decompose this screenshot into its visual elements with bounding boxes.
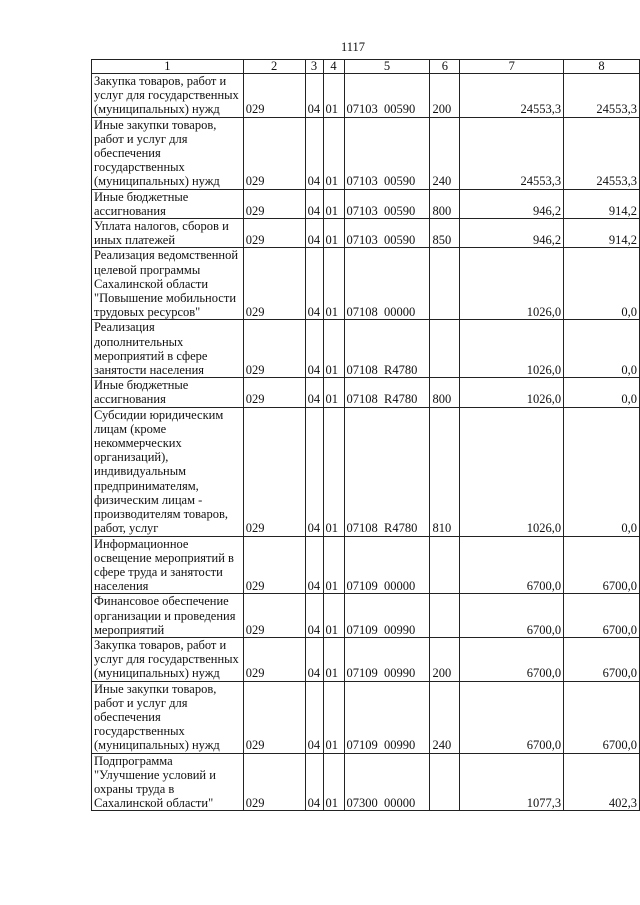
row-name-cell: Иные бюджетные ассигнования — [92, 189, 244, 218]
section-cell: 04 — [305, 407, 323, 536]
header-cell: 4 — [323, 60, 344, 74]
table-row — [92, 74, 640, 118]
amount-cell: 6700,0 — [460, 594, 564, 638]
expense-type-cell: 810 — [430, 407, 460, 536]
amount-cell: 1026,0 — [460, 378, 564, 407]
expense-type-cell — [430, 536, 460, 594]
ministry-code-cell: 029 — [243, 74, 305, 118]
row-name-cell: Реализация дополнительных мероприятий в сфере занятости населения — [92, 320, 244, 378]
ministry-code-cell: 029 — [243, 681, 305, 753]
header-cell: 3 — [305, 60, 323, 74]
table-row — [92, 117, 640, 189]
row-name-cell: Подпрограмма "Улучшение условий и охраны труда в Сахалинской области" — [92, 753, 244, 811]
subsection-cell: 01 — [323, 248, 344, 320]
expense-type-cell — [430, 248, 460, 320]
expense-type-cell: 800 — [430, 378, 460, 407]
row-name-cell: Реализация ведомственной целевой программы Сахалинской области "Повышение мобильности трудовых ресурсов" — [92, 248, 244, 320]
section-cell: 04 — [305, 117, 323, 189]
target-article-cell: 07108 R4780 — [344, 320, 430, 378]
target-article-cell: 07109 00990 — [344, 594, 430, 638]
expense-type-cell: 200 — [430, 74, 460, 118]
target-article-cell: 07103 00590 — [344, 117, 430, 189]
subsection-cell: 01 — [323, 320, 344, 378]
ministry-code-cell: 029 — [243, 536, 305, 594]
row-name-cell: Иные закупки товаров, работ и услуг для обеспечения государственных (муниципальных) нужд — [92, 681, 244, 753]
target-article-cell: 07103 00590 — [344, 219, 430, 248]
subsection-cell: 01 — [323, 117, 344, 189]
row-name-cell: Иные закупки товаров, работ и услуг для обеспечения государственных (муниципальных) нужд — [92, 117, 244, 189]
subsection-cell: 01 — [323, 407, 344, 536]
amount-cell: 24553,3 — [460, 117, 564, 189]
table-row — [92, 219, 640, 248]
amount-cell: 914,2 — [564, 189, 640, 218]
table-row — [92, 594, 640, 638]
amount-cell: 6700,0 — [460, 536, 564, 594]
amount-cell: 24553,3 — [460, 74, 564, 118]
ministry-code-cell: 029 — [243, 189, 305, 218]
section-cell: 04 — [305, 681, 323, 753]
table-body — [92, 74, 640, 811]
table-row — [92, 536, 640, 594]
row-name-cell: Уплата налогов, сборов и иных платежей — [92, 219, 244, 248]
ministry-code-cell: 029 — [243, 378, 305, 407]
section-cell: 04 — [305, 74, 323, 118]
amount-cell: 24553,3 — [564, 117, 640, 189]
amount-cell: 6700,0 — [564, 637, 640, 681]
section-cell: 04 — [305, 637, 323, 681]
subsection-cell: 01 — [323, 637, 344, 681]
header-cell: 7 — [460, 60, 564, 74]
amount-cell: 914,2 — [564, 219, 640, 248]
amount-cell: 6700,0 — [564, 594, 640, 638]
expense-type-cell — [430, 320, 460, 378]
table-row — [92, 681, 640, 753]
ministry-code-cell: 029 — [243, 248, 305, 320]
subsection-cell: 01 — [323, 536, 344, 594]
target-article-cell: 07108 00000 — [344, 248, 430, 320]
target-article-cell: 07103 00590 — [344, 189, 430, 218]
subsection-cell: 01 — [323, 74, 344, 118]
amount-cell: 0,0 — [564, 248, 640, 320]
header-cell: 2 — [243, 60, 305, 74]
expense-type-cell: 200 — [430, 637, 460, 681]
amount-cell: 1077,3 — [460, 753, 564, 811]
ministry-code-cell: 029 — [243, 594, 305, 638]
amount-cell: 6700,0 — [460, 681, 564, 753]
section-cell: 04 — [305, 378, 323, 407]
subsection-cell: 01 — [323, 681, 344, 753]
ministry-code-cell: 029 — [243, 117, 305, 189]
ministry-code-cell: 029 — [243, 320, 305, 378]
header-cell: 5 — [344, 60, 430, 74]
ministry-code-cell: 029 — [243, 753, 305, 811]
section-cell: 04 — [305, 320, 323, 378]
section-cell: 04 — [305, 536, 323, 594]
row-name-cell: Закупка товаров, работ и услуг для государственных (муниципальных) нужд — [92, 74, 244, 118]
target-article-cell: 07109 00000 — [344, 536, 430, 594]
row-name-cell: Информационное освещение мероприятий в сфере труда и занятости населения — [92, 536, 244, 594]
subsection-cell: 01 — [323, 189, 344, 218]
subsection-cell: 01 — [323, 378, 344, 407]
ministry-code-cell: 029 — [243, 637, 305, 681]
section-cell: 04 — [305, 248, 323, 320]
amount-cell: 402,3 — [564, 753, 640, 811]
subsection-cell: 01 — [323, 219, 344, 248]
table-row — [92, 407, 640, 536]
section-cell: 04 — [305, 219, 323, 248]
table-row — [92, 189, 640, 218]
subsection-cell: 01 — [323, 753, 344, 811]
amount-cell: 0,0 — [564, 320, 640, 378]
table-row — [92, 378, 640, 407]
header-cell: 1 — [92, 60, 244, 74]
expense-type-cell: 240 — [430, 117, 460, 189]
ministry-code-cell: 029 — [243, 219, 305, 248]
budget-table — [91, 59, 640, 811]
row-name-cell: Финансовое обеспечение организации и проведения мероприятий — [92, 594, 244, 638]
expense-type-cell — [430, 753, 460, 811]
section-cell: 04 — [305, 753, 323, 811]
header-cell: 6 — [430, 60, 460, 74]
amount-cell: 946,2 — [460, 219, 564, 248]
target-article-cell: 07103 00590 — [344, 74, 430, 118]
header-cell: 8 — [564, 60, 640, 74]
target-article-cell: 07108 R4780 — [344, 378, 430, 407]
row-name-cell: Закупка товаров, работ и услуг для государственных (муниципальных) нужд — [92, 637, 244, 681]
page-number: 1117 — [340, 40, 366, 54]
table-row — [92, 248, 640, 320]
section-cell: 04 — [305, 594, 323, 638]
amount-cell: 946,2 — [460, 189, 564, 218]
row-name-cell: Субсидии юридическим лицам (кроме некоммерческих организаций), индивидуальным предпринимателям, физическим лицам - производителям товаров, работ, услуг — [92, 407, 244, 536]
header-row — [92, 60, 640, 74]
expense-type-cell: 240 — [430, 681, 460, 753]
target-article-cell: 07108 R4780 — [344, 407, 430, 536]
target-article-cell: 07109 00990 — [344, 637, 430, 681]
amount-cell: 6700,0 — [564, 681, 640, 753]
target-article-cell: 07300 00000 — [344, 753, 430, 811]
table-row — [92, 753, 640, 811]
expense-type-cell: 850 — [430, 219, 460, 248]
amount-cell: 0,0 — [564, 378, 640, 407]
table-row — [92, 637, 640, 681]
expense-type-cell — [430, 594, 460, 638]
target-article-cell: 07109 00990 — [344, 681, 430, 753]
section-cell: 04 — [305, 189, 323, 218]
amount-cell: 6700,0 — [460, 637, 564, 681]
amount-cell: 1026,0 — [460, 407, 564, 536]
amount-cell: 6700,0 — [564, 536, 640, 594]
amount-cell: 1026,0 — [460, 248, 564, 320]
amount-cell: 1026,0 — [460, 320, 564, 378]
table-row — [92, 320, 640, 378]
subsection-cell: 01 — [323, 594, 344, 638]
amount-cell: 0,0 — [564, 407, 640, 536]
amount-cell: 24553,3 — [564, 74, 640, 118]
expense-type-cell: 800 — [430, 189, 460, 218]
row-name-cell: Иные бюджетные ассигнования — [92, 378, 244, 407]
ministry-code-cell: 029 — [243, 407, 305, 536]
